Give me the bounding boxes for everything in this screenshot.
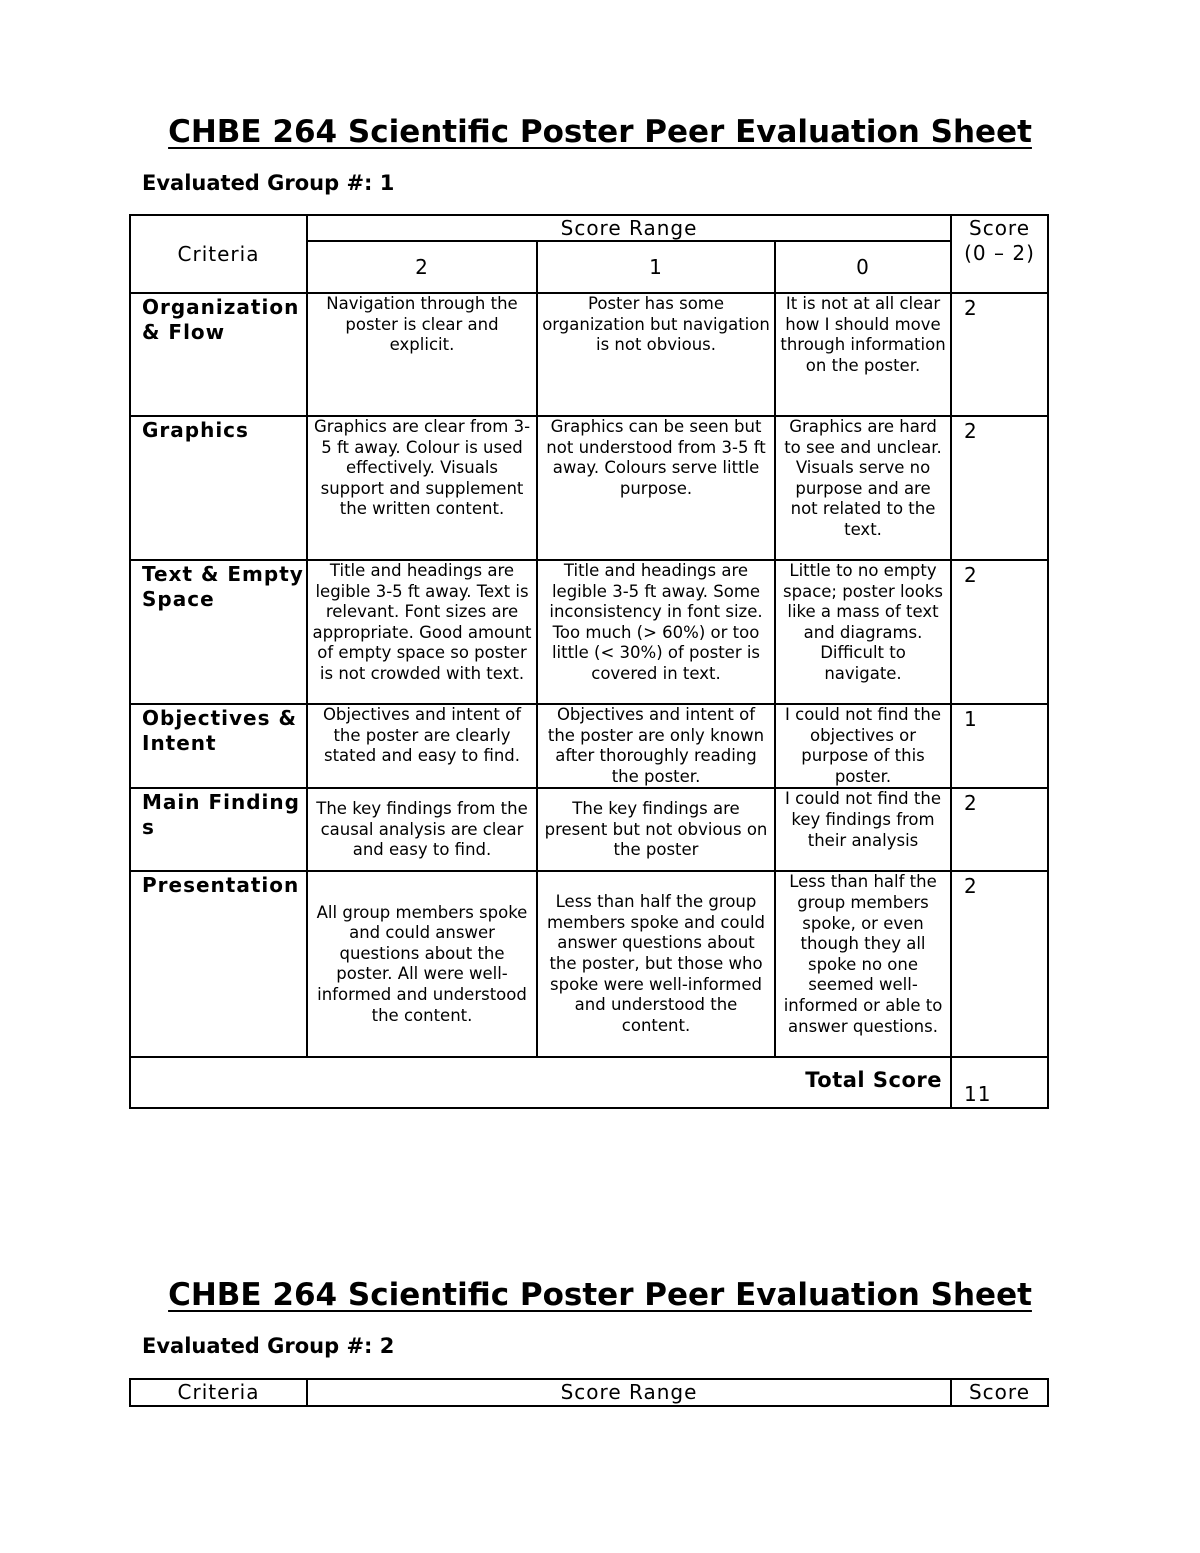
score-value: 2 <box>951 788 1048 871</box>
criteria-label: Objectives & Intent <box>130 704 307 788</box>
desc-level-2: All group members spoke and could answer questions about the poster. All were well-informed and understood the content. <box>307 871 537 1057</box>
desc-level-2: Graphics are clear from 3-5 ft away. Colour is used effectively. Visuals support and supplement the written content. <box>307 416 537 560</box>
rubric-row-graphics <box>130 416 1048 560</box>
score-value: 2 <box>951 293 1048 416</box>
rubric-row-presentation <box>130 871 1048 1057</box>
rubric-row-objectives <box>130 704 1048 788</box>
rubric-header-row <box>130 1379 1048 1406</box>
criteria-label: Graphics <box>130 416 307 560</box>
score-header: Score <box>951 1379 1048 1406</box>
criteria-header: Criteria <box>130 215 307 293</box>
desc-level-0: I could not find the key findings from their analysis <box>775 788 951 871</box>
score-value: 1 <box>951 704 1048 788</box>
sheet-1-group-label: Evaluated Group #: 1 <box>142 171 395 195</box>
level-1-header: 1 <box>537 241 775 293</box>
score-range-header: Score Range <box>307 215 951 241</box>
rubric-row-organization <box>130 293 1048 416</box>
desc-level-1: Poster has some organization but navigation is not obvious. <box>537 293 775 416</box>
criteria-label: Text & Empty Space <box>130 560 307 704</box>
level-2-header: 2 <box>307 241 537 293</box>
sheet-1-title: CHBE 264 Scientific Poster Peer Evaluation Sheet <box>168 114 1032 150</box>
desc-level-1: The key findings are present but not obvious on the poster <box>537 788 775 871</box>
desc-level-2: Objectives and intent of the poster are clearly stated and easy to find. <box>307 704 537 788</box>
desc-level-1: Title and headings are legible 3-5 ft away. Some inconsistency in font size. Too much (> 60%) or too little (< 30%) of poster is covered in text. <box>537 560 775 704</box>
sheet-2-group-label: Evaluated Group #: 2 <box>142 1334 395 1358</box>
score-value: 2 <box>951 560 1048 704</box>
desc-level-2: The key findings from the causal analysis are clear and easy to find. <box>307 788 537 871</box>
score-header: Score (0 – 2) <box>951 215 1048 293</box>
sheet-2-title: CHBE 264 Scientific Poster Peer Evaluation Sheet <box>168 1277 1032 1313</box>
rubric-header-row <box>130 215 1048 241</box>
desc-level-0: It is not at all clear how I should move through information on the poster. <box>775 293 951 416</box>
desc-level-1: Objectives and intent of the poster are only known after thoroughly reading the poster. <box>537 704 775 788</box>
total-score-value: 11 <box>951 1057 1048 1108</box>
criteria-label: Presentation <box>130 871 307 1057</box>
score-value: 2 <box>951 416 1048 560</box>
criteria-label: Main Findings <box>130 788 307 871</box>
sheet-1-rubric-table <box>129 214 1049 1109</box>
score-range-header: Score Range <box>307 1379 951 1406</box>
rubric-total-row <box>130 1057 1048 1108</box>
desc-level-0: Little to no empty space; poster looks like a mass of text and diagrams. Difficult to navigate. <box>775 560 951 704</box>
desc-level-0: Graphics are hard to see and unclear. Visuals serve no purpose and are not related to the text. <box>775 416 951 560</box>
rubric-row-main-findings <box>130 788 1048 871</box>
desc-level-1: Less than half the group members spoke and could answer questions about the poster, but those who spoke were well-informed and understood the content. <box>537 871 775 1057</box>
desc-level-1: Graphics can be seen but not understood from 3-5 ft away. Colours serve little purpose. <box>537 416 775 560</box>
total-score-label: Total Score <box>130 1057 951 1108</box>
criteria-header: Criteria <box>130 1379 307 1406</box>
desc-level-2: Title and headings are legible 3-5 ft away. Text is relevant. Font sizes are appropriate. Good amount of empty space so poster is not crowded with text. <box>307 560 537 704</box>
level-0-header: 0 <box>775 241 951 293</box>
desc-level-2: Navigation through the poster is clear and explicit. <box>307 293 537 416</box>
criteria-label: Organization & Flow <box>130 293 307 416</box>
sheet-2-rubric-table <box>129 1378 1049 1407</box>
score-value: 2 <box>951 871 1048 1057</box>
rubric-row-text-empty-space <box>130 560 1048 704</box>
desc-level-0: Less than half the group members spoke, or even though they all spoke no one seemed well-informed or able to answer questions. <box>775 871 951 1057</box>
desc-level-0: I could not find the objectives or purpose of this poster. <box>775 704 951 788</box>
